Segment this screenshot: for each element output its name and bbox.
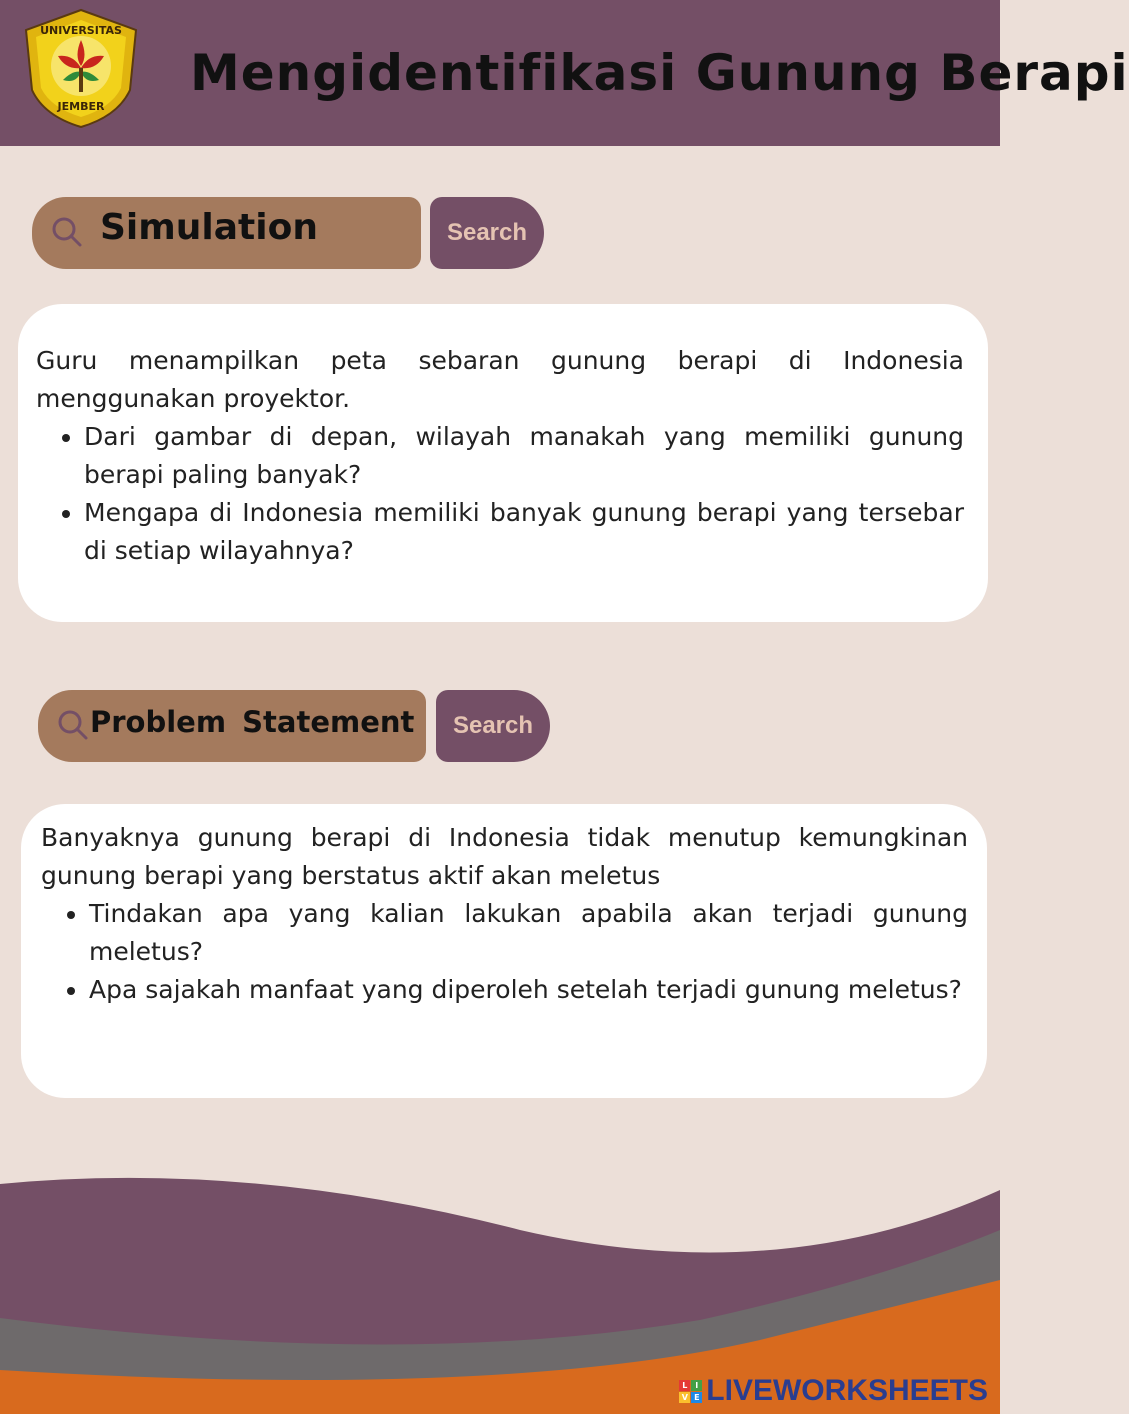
simulation-search-label: Simulation — [100, 207, 318, 248]
simulation-card — [18, 304, 988, 622]
page-header — [0, 0, 1129, 146]
list-item: • Apa sajakah manfaat yang diperoleh setelah terjadi gunung meletus? — [89, 971, 968, 1009]
simulation-search-button[interactable]: Search — [430, 197, 544, 269]
logo-top-text: UNIVERSITAS — [40, 24, 122, 37]
list-item: • Mengapa di Indonesia memiliki banyak gunung berapi yang tersebar di setiap wilayahnya? — [84, 494, 964, 570]
icon-letter: I — [691, 1380, 702, 1391]
liveworksheets-brand[interactable] — [679, 1374, 988, 1408]
simulation-intro-text: Guru menampilkan peta sebaran gunung berapi di Indonesia menggunakan proyektor. — [36, 346, 964, 413]
search-icon — [50, 215, 84, 249]
simulation-search-bar[interactable] — [32, 197, 421, 269]
problem-statement-search-bar[interactable] — [38, 690, 426, 762]
problem-statement-search-label: Problem Statement — [90, 705, 415, 739]
icon-letter: L — [679, 1380, 690, 1391]
search-icon — [56, 708, 90, 742]
problem-statement-intro-text: Banyaknya gunung berapi di Indonesia tidak menutup kemungkinan gunung berapi yang berstatus aktif akan meletus — [41, 823, 968, 890]
problem-statement-card — [21, 804, 987, 1098]
liveworksheets-label: LIVEWORKSHEETS — [706, 1374, 988, 1407]
liveworksheets-icon — [679, 1380, 702, 1403]
icon-letter: V — [679, 1392, 690, 1403]
problem-statement-question-list — [41, 895, 968, 1009]
page-title: Mengidentifikasi Gunung Berapi — [190, 44, 1129, 102]
university-logo — [18, 6, 144, 130]
simulation-question-list — [36, 418, 964, 570]
logo-bottom-text: JEMBER — [57, 100, 105, 113]
list-item: • Tindakan apa yang kalian lakukan apabila akan terjadi gunung meletus? — [89, 895, 968, 971]
icon-letter: E — [691, 1392, 702, 1403]
list-item: • Dari gambar di depan, wilayah manakah yang memiliki gunung berapi paling banyak? — [84, 418, 964, 494]
problem-statement-search-button[interactable]: Search — [436, 690, 550, 762]
